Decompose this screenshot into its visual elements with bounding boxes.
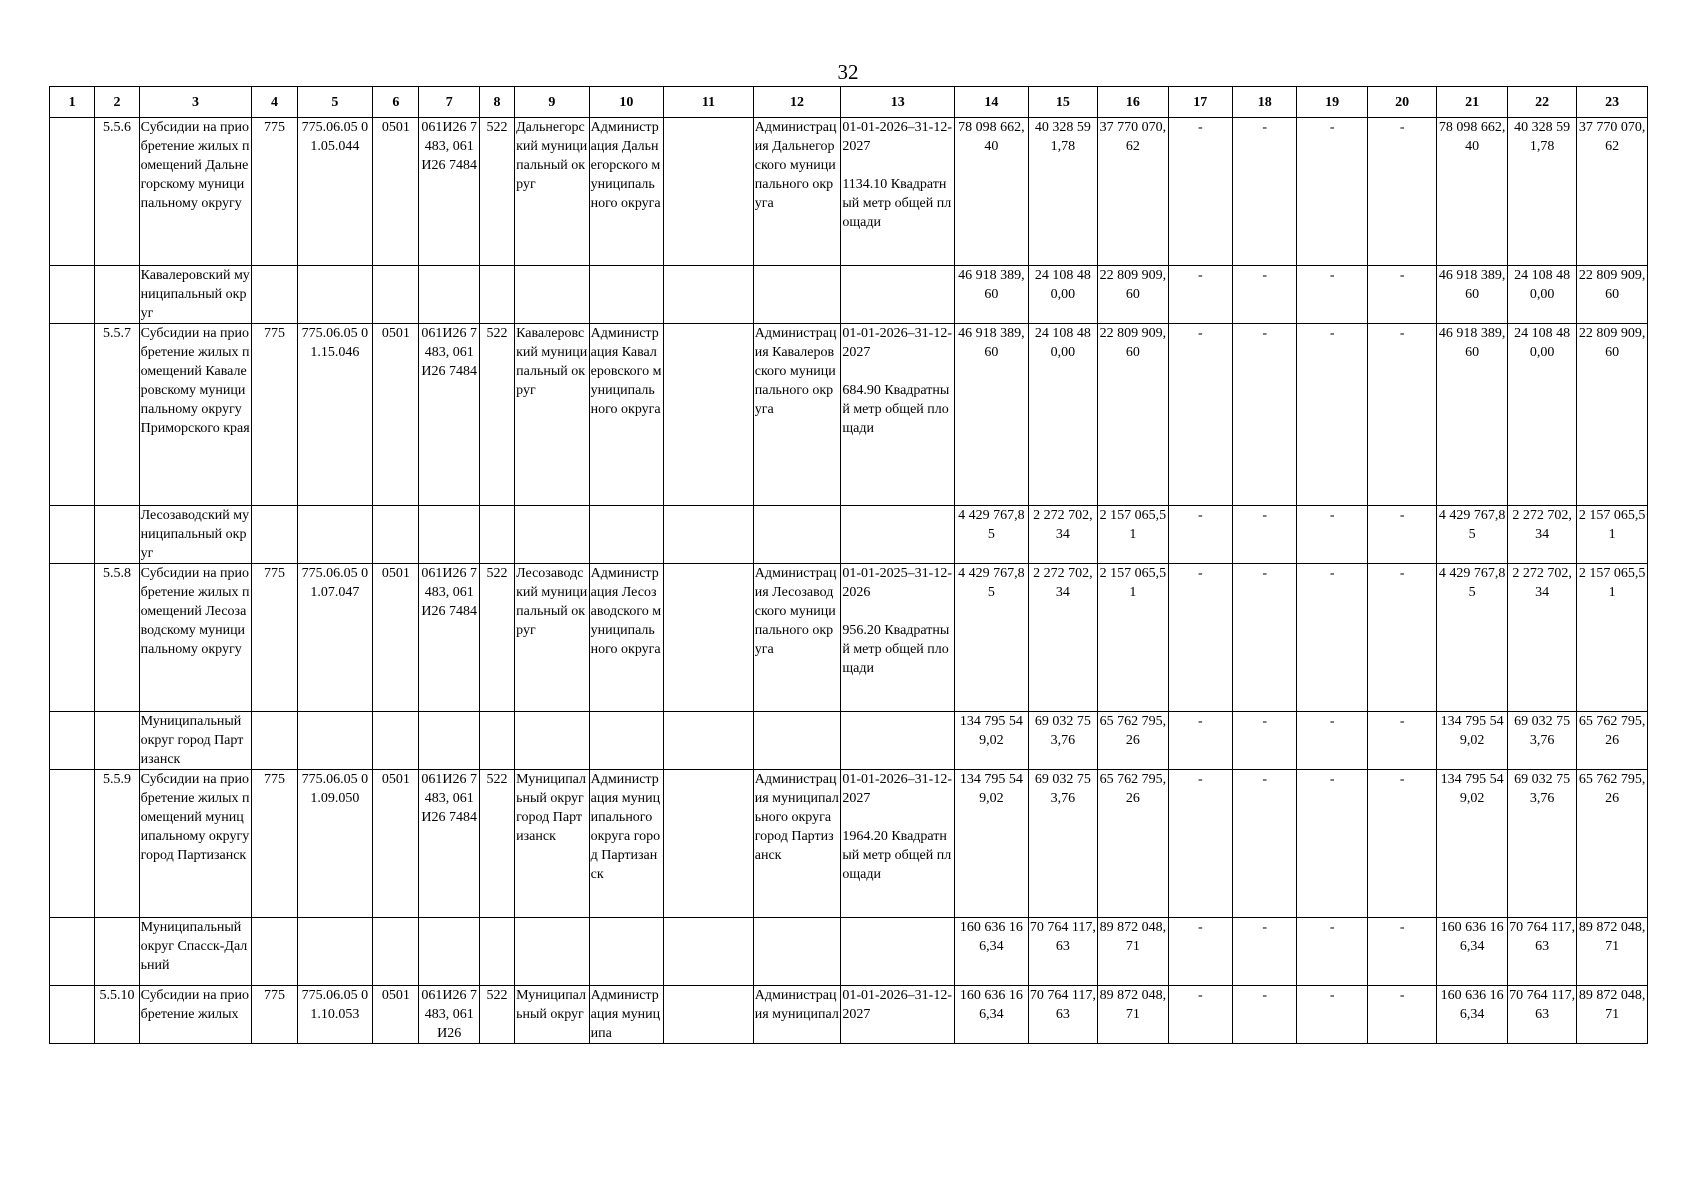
table-cell	[373, 712, 419, 770]
table-cell: 01-01-2025–31-12-2026 956.20 Квадратный метр общей площади	[841, 564, 955, 712]
table-cell: 160 636 166,34	[955, 986, 1029, 1044]
header-row	[50, 87, 1648, 118]
table-cell: -	[1297, 506, 1367, 564]
table-cell: 160 636 166,34	[1437, 918, 1507, 986]
table-cell: 522	[479, 118, 514, 266]
table-cell	[419, 506, 479, 564]
table-cell: 78 098 662,40	[955, 118, 1029, 266]
table-cell: -	[1367, 986, 1436, 1044]
table-cell: Администрация муниципа	[589, 986, 664, 1044]
table-cell: 775.06.05 01.07.047	[297, 564, 373, 712]
table-cell: -	[1233, 986, 1297, 1044]
table-cell: 134 795 549,02	[1437, 712, 1507, 770]
table-cell	[95, 266, 139, 324]
table-row	[50, 324, 1648, 506]
table-cell: 37 770 070,62	[1098, 118, 1168, 266]
column-header: 8	[479, 87, 514, 118]
table-cell: Администрация Кавалеровского муниципального округа	[753, 324, 841, 506]
table-cell	[589, 266, 664, 324]
subtotal-row	[50, 266, 1648, 324]
table-cell	[841, 712, 955, 770]
table-cell: 70 764 117,63	[1028, 986, 1097, 1044]
table-cell: 4 429 767,85	[955, 506, 1029, 564]
table-cell	[753, 506, 841, 564]
table-cell: 70 764 117,63	[1507, 918, 1576, 986]
table-cell: 22 809 909,60	[1577, 324, 1648, 506]
table-cell: -	[1297, 770, 1367, 918]
table-cell: Лесозаводский муниципальный округ	[515, 564, 590, 712]
table-cell: Администрация муниципального округа город Партизанск	[589, 770, 664, 918]
table-cell: 061И26 7483, 061И26	[419, 986, 479, 1044]
table-cell: -	[1367, 266, 1436, 324]
table-cell: 01-01-2026–31-12-2027	[841, 986, 955, 1044]
table-cell	[589, 712, 664, 770]
table-cell: 70 764 117,63	[1507, 986, 1576, 1044]
table-cell	[50, 564, 95, 712]
table-cell	[841, 506, 955, 564]
column-header: 21	[1437, 87, 1507, 118]
column-header: 9	[515, 87, 590, 118]
table-cell: 775	[252, 986, 297, 1044]
column-header: 19	[1297, 87, 1367, 118]
column-header: 17	[1168, 87, 1232, 118]
table-cell	[252, 266, 297, 324]
table-cell: 134 795 549,02	[955, 712, 1029, 770]
table-cell: -	[1297, 918, 1367, 986]
table-cell: 22 809 909,60	[1098, 266, 1168, 324]
table-cell	[589, 506, 664, 564]
table-cell: 775.06.05 01.15.046	[297, 324, 373, 506]
table-cell: Субсидии на приобретение жилых помещений Кавалеровскому муниципальному округу Приморского края	[139, 324, 252, 506]
table-cell	[589, 918, 664, 986]
table-cell: 69 032 753,76	[1028, 770, 1097, 918]
table-cell: 24 108 480,00	[1507, 324, 1576, 506]
table-cell: 40 328 591,78	[1507, 118, 1576, 266]
table-cell	[297, 712, 373, 770]
table-cell	[95, 506, 139, 564]
table-cell: -	[1168, 324, 1232, 506]
table-cell	[664, 770, 754, 918]
table-cell: 522	[479, 324, 514, 506]
table-cell	[753, 266, 841, 324]
table-cell	[373, 266, 419, 324]
table-cell	[50, 118, 95, 266]
table-cell	[664, 986, 754, 1044]
table-cell: -	[1233, 506, 1297, 564]
table-cell: -	[1233, 564, 1297, 712]
table-cell	[419, 266, 479, 324]
table-cell	[252, 918, 297, 986]
column-header: 20	[1367, 87, 1436, 118]
table-cell	[297, 918, 373, 986]
table-cell: 0501	[373, 986, 419, 1044]
table-cell: Муниципальный округ	[515, 986, 590, 1044]
table-cell: 061И26 7483, 061И26 7484	[419, 564, 479, 712]
page-number: 32	[837, 60, 859, 84]
budget-table	[49, 86, 1648, 1044]
table-cell: -	[1168, 506, 1232, 564]
table-cell: Субсидии на приобретение жилых помещений Дальнегорскому муниципальному округу	[139, 118, 252, 266]
table-cell: 4 429 767,85	[1437, 506, 1507, 564]
table-cell: -	[1233, 266, 1297, 324]
table-cell: 4 429 767,85	[1437, 564, 1507, 712]
subtotal-row	[50, 712, 1648, 770]
table-cell: 775.06.05 01.10.053	[297, 986, 373, 1044]
table-cell: 65 762 795,26	[1577, 770, 1648, 918]
table-cell: 78 098 662,40	[1437, 118, 1507, 266]
table-cell: -	[1297, 986, 1367, 1044]
table-cell	[50, 712, 95, 770]
table-cell: -	[1168, 266, 1232, 324]
table-cell: -	[1297, 266, 1367, 324]
table-cell: Администрация Дальнегорского муниципального округа	[753, 118, 841, 266]
table-cell: -	[1367, 564, 1436, 712]
table-cell: 89 872 048,71	[1577, 918, 1648, 986]
table-cell	[297, 506, 373, 564]
table-row	[50, 770, 1648, 918]
column-header: 6	[373, 87, 419, 118]
table-body	[50, 118, 1648, 1044]
table-cell	[479, 266, 514, 324]
table-cell	[664, 324, 754, 506]
table-cell: -	[1168, 712, 1232, 770]
table-cell	[50, 506, 95, 564]
table-cell	[515, 266, 590, 324]
table-cell	[664, 118, 754, 266]
table-cell: 46 918 389,60	[955, 266, 1029, 324]
table-cell: 70 764 117,63	[1028, 918, 1097, 986]
table-cell: Субсидии на приобретение жилых помещений муниципальному округу город Партизанск	[139, 770, 252, 918]
table-cell: Администрация Дальнегорского муниципального округа	[589, 118, 664, 266]
table-cell: 134 795 549,02	[1437, 770, 1507, 918]
table-cell: 69 032 753,76	[1507, 770, 1576, 918]
table-cell: 5.5.9	[95, 770, 139, 918]
column-header: 23	[1577, 87, 1648, 118]
table-cell: Администрация Лесозаводского муниципального округа	[753, 564, 841, 712]
table-cell: 775	[252, 770, 297, 918]
column-header: 13	[841, 87, 955, 118]
table-cell: 4 429 767,85	[955, 564, 1029, 712]
table-cell: 01-01-2026–31-12-2027 1964.20 Квадратный метр общей площади	[841, 770, 955, 918]
table-cell: 061И26 7483, 061И26 7484	[419, 118, 479, 266]
table-cell: -	[1297, 564, 1367, 712]
table-row	[50, 118, 1648, 266]
table-cell: -	[1233, 712, 1297, 770]
table-cell: Кавалеровский муниципальный округ	[139, 266, 252, 324]
table-cell: -	[1168, 564, 1232, 712]
column-header: 10	[589, 87, 664, 118]
table-cell: 69 032 753,76	[1507, 712, 1576, 770]
table-cell: 0501	[373, 324, 419, 506]
table-cell: 24 108 480,00	[1028, 266, 1097, 324]
table-cell	[373, 506, 419, 564]
table-cell	[50, 324, 95, 506]
table-cell: Муниципальный округ Спасск-Дальний	[139, 918, 252, 986]
table-cell: -	[1297, 118, 1367, 266]
table-cell: 89 872 048,71	[1098, 986, 1168, 1044]
table-cell	[297, 266, 373, 324]
table-cell: 46 918 389,60	[1437, 324, 1507, 506]
column-header: 12	[753, 87, 841, 118]
table-cell: -	[1297, 712, 1367, 770]
column-header: 14	[955, 87, 1029, 118]
table-cell: 775	[252, 564, 297, 712]
column-header: 1	[50, 87, 95, 118]
table-cell: Субсидии на приобретение жилых	[139, 986, 252, 1044]
table-cell	[50, 770, 95, 918]
table-cell: 46 918 389,60	[955, 324, 1029, 506]
table-cell: 65 762 795,26	[1577, 712, 1648, 770]
table-cell: -	[1168, 770, 1232, 918]
table-cell: -	[1367, 118, 1436, 266]
table-cell	[753, 918, 841, 986]
table-row	[50, 564, 1648, 712]
table-cell: 775	[252, 118, 297, 266]
table-cell: 0501	[373, 770, 419, 918]
table-cell: Администрация Лесозаводского муниципального округа	[589, 564, 664, 712]
table-cell: 2 157 065,51	[1098, 506, 1168, 564]
table-cell	[419, 918, 479, 986]
table-cell: 01-01-2026–31-12-2027 684.90 Квадратный метр общей площади	[841, 324, 955, 506]
table-cell: 160 636 166,34	[955, 918, 1029, 986]
table-cell: 01-01-2026–31-12-2027 1134.10 Квадратный метр общей площади	[841, 118, 955, 266]
table-cell: 40 328 591,78	[1028, 118, 1097, 266]
column-header: 4	[252, 87, 297, 118]
column-header: 3	[139, 87, 252, 118]
table-cell: 89 872 048,71	[1577, 986, 1648, 1044]
table-cell: 0501	[373, 118, 419, 266]
table-cell	[753, 712, 841, 770]
table-cell	[841, 918, 955, 986]
table-cell: Администрация Кавалеровского муниципального округа	[589, 324, 664, 506]
table-cell	[664, 564, 754, 712]
column-header: 15	[1028, 87, 1097, 118]
table-cell	[515, 506, 590, 564]
table-cell: -	[1168, 918, 1232, 986]
table-cell	[50, 918, 95, 986]
table-cell: 160 636 166,34	[1437, 986, 1507, 1044]
table-cell	[50, 986, 95, 1044]
table-cell: 22 809 909,60	[1098, 324, 1168, 506]
table-cell: Администрация муниципального округа город Партизанск	[753, 770, 841, 918]
table-cell: -	[1367, 506, 1436, 564]
table-cell: Муниципальный округ город Партизанск	[139, 712, 252, 770]
table-cell: 522	[479, 770, 514, 918]
table-cell	[252, 712, 297, 770]
table-cell: 2 157 065,51	[1577, 564, 1648, 712]
table-cell: 46 918 389,60	[1437, 266, 1507, 324]
table-cell: 061И26 7483, 061И26 7484	[419, 324, 479, 506]
table-cell: 24 108 480,00	[1507, 266, 1576, 324]
subtotal-row	[50, 918, 1648, 986]
table-cell: 775.06.05 01.09.050	[297, 770, 373, 918]
column-header: 5	[297, 87, 373, 118]
column-header: 2	[95, 87, 139, 118]
table-cell: 65 762 795,26	[1098, 712, 1168, 770]
table-cell	[515, 712, 590, 770]
table-cell: -	[1367, 770, 1436, 918]
table-cell: 5.5.7	[95, 324, 139, 506]
table-cell: 24 108 480,00	[1028, 324, 1097, 506]
table-cell: 5.5.6	[95, 118, 139, 266]
table-cell	[95, 918, 139, 986]
table-cell: Кавалеровский муниципальный округ	[515, 324, 590, 506]
table-cell: 2 272 702,34	[1028, 564, 1097, 712]
table-cell: 2 272 702,34	[1028, 506, 1097, 564]
table-cell: -	[1233, 918, 1297, 986]
table-cell	[373, 918, 419, 986]
table-cell: 37 770 070,62	[1577, 118, 1648, 266]
table-cell: -	[1367, 918, 1436, 986]
table-cell	[479, 506, 514, 564]
table-cell	[419, 712, 479, 770]
subtotal-row	[50, 506, 1648, 564]
table-cell: -	[1367, 712, 1436, 770]
table-cell	[664, 712, 754, 770]
table-cell: 65 762 795,26	[1098, 770, 1168, 918]
table-cell: -	[1233, 770, 1297, 918]
table-cell	[479, 712, 514, 770]
table-row	[50, 986, 1648, 1044]
table-cell: Дальнегорский муниципальный округ	[515, 118, 590, 266]
column-header: 16	[1098, 87, 1168, 118]
table-cell: 2 272 702,34	[1507, 564, 1576, 712]
table-cell: 5.5.10	[95, 986, 139, 1044]
table-cell	[664, 506, 754, 564]
table-cell: 2 157 065,51	[1577, 506, 1648, 564]
table-cell	[479, 918, 514, 986]
table-cell: 061И26 7483, 061И26 7484	[419, 770, 479, 918]
table-cell	[664, 266, 754, 324]
table-cell	[95, 712, 139, 770]
table-cell: -	[1168, 118, 1232, 266]
table-cell: 2 272 702,34	[1507, 506, 1576, 564]
table-cell: -	[1233, 324, 1297, 506]
table-cell	[515, 918, 590, 986]
table-cell	[252, 506, 297, 564]
table-cell: Субсидии на приобретение жилых помещений Лесозаводскому муниципальному округу	[139, 564, 252, 712]
table-cell	[50, 266, 95, 324]
column-header: 22	[1507, 87, 1576, 118]
table-cell: Муниципальный округ город Партизанск	[515, 770, 590, 918]
table-cell	[664, 918, 754, 986]
table-cell: 2 157 065,51	[1098, 564, 1168, 712]
table-cell: 69 032 753,76	[1028, 712, 1097, 770]
table-cell: Администрация муниципал	[753, 986, 841, 1044]
table-cell: 775	[252, 324, 297, 506]
table-cell: -	[1297, 324, 1367, 506]
table-cell: 522	[479, 986, 514, 1044]
table-cell: 89 872 048,71	[1098, 918, 1168, 986]
column-header: 18	[1233, 87, 1297, 118]
table-cell: 0501	[373, 564, 419, 712]
table-cell: 522	[479, 564, 514, 712]
table-cell	[841, 266, 955, 324]
table-cell: -	[1233, 118, 1297, 266]
table-cell: -	[1367, 324, 1436, 506]
table-cell: 5.5.8	[95, 564, 139, 712]
table-cell: Лесозаводский муниципальный округ	[139, 506, 252, 564]
table-cell: 134 795 549,02	[955, 770, 1029, 918]
table-cell: -	[1168, 986, 1232, 1044]
table-cell: 22 809 909,60	[1577, 266, 1648, 324]
table-cell: 775.06.05 01.05.044	[297, 118, 373, 266]
column-header: 7	[419, 87, 479, 118]
column-header: 11	[664, 87, 754, 118]
